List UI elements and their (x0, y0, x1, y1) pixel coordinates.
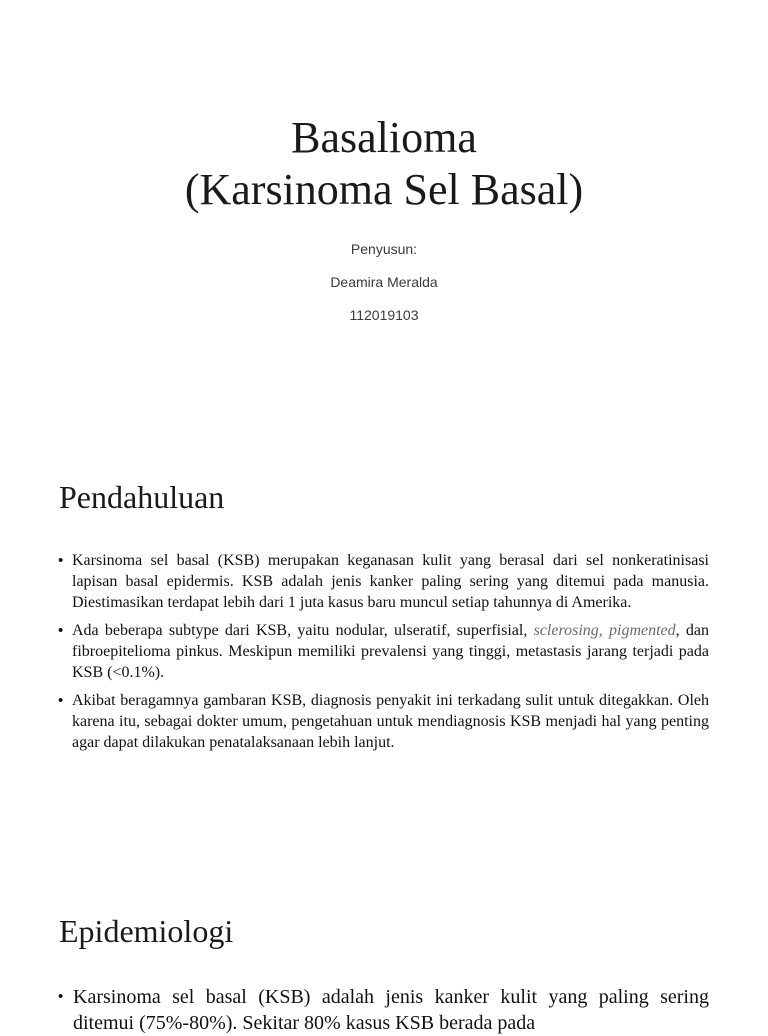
bullet-list (58, 984, 709, 1036)
bullet-text-part: , dan fibroepitelioma pinkus. Meskipun memiliki prevalensi yang tinggi, metastasis jarang terjadi pada KSB (<0.1%). (72, 622, 709, 681)
title-line-2: (Karsinoma Sel Basal) (184, 165, 584, 214)
bullet-italic-term: sclerosing (533, 622, 599, 639)
bullet-item (58, 550, 709, 613)
title-line-1: Basalioma (291, 113, 477, 162)
bullet-text: Karsinoma sel basal (KSB) merupakan keganasan kulit yang berasal dari sel nonkeratinisasi lapisan basal epidermis. KSB adalah jenis kanker paling sering yang ditemui pada manusia. Diestimasikan terdapat lebih dari 1 juta kasus baru muncul setiap tahunnya di Amerika. (72, 552, 709, 611)
bullet-item (58, 984, 709, 1036)
bullet-icon: • (58, 552, 64, 569)
bullet-text-part: Ada beberapa subtype dari KSB, yaitu nodular, ulseratif, superfisial, (72, 622, 534, 639)
bullet-italic-term: pigmented (609, 622, 676, 639)
bullet-icon: • (58, 988, 64, 1005)
author-name: Deamira Meralda (330, 274, 438, 290)
bullet-text: Karsinoma sel basal (KSB) adalah jenis kanker kulit yang paling sering ditemui (75%-80%). Sekitar 80% kasus KSB berada pada (73, 986, 709, 1034)
author-label: Penyusun: (350, 241, 418, 257)
section-heading: Epidemiologi (59, 913, 234, 949)
bullet-icon: • (58, 692, 64, 709)
bullet-icon: • (58, 622, 64, 639)
section-heading: Pendahuluan (59, 479, 225, 515)
bullet-text: Akibat beragamnya gambaran KSB, diagnosis penyakit ini terkadang sulit untuk ditegakkan. Oleh karena itu, sebagai dokter umum, pengetahuan untuk mendiagnosis KSB menjadi hal yang penting agar dapat dilakukan penatalaksanaan lebih lanjut. (72, 692, 709, 751)
bullet-list (58, 550, 709, 760)
bullet-item (58, 690, 709, 753)
bullet-italic-separator: , (598, 622, 609, 639)
bullet-item (58, 620, 709, 683)
slide-title (0, 112, 768, 216)
author-block (0, 240, 768, 339)
author-id: 112019103 (349, 307, 419, 323)
